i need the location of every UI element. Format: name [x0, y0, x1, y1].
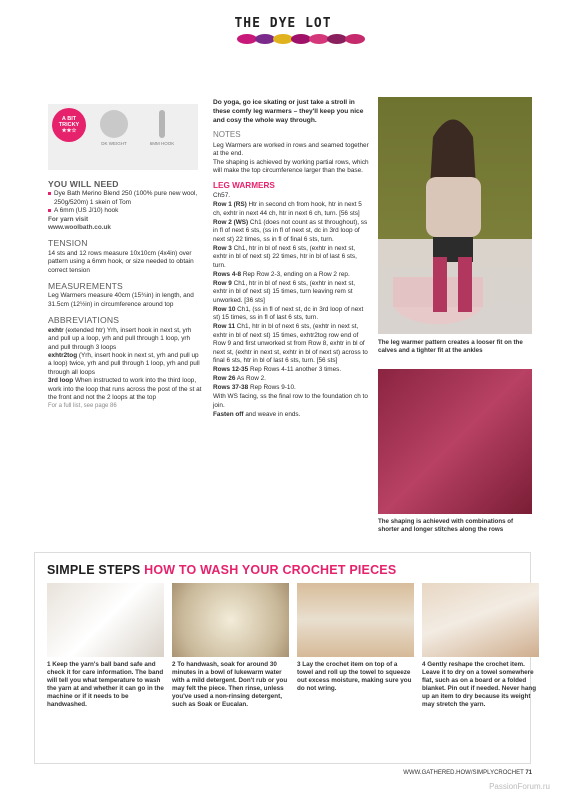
row-instruction: Rep Rows 4-11 another 3 times. — [248, 366, 342, 373]
notes-paragraph: The shaping is achieved by working partial rows, which will make the top circumference larger than the base. — [213, 158, 369, 174]
page-number: 71 — [525, 770, 532, 776]
step-3 — [297, 583, 414, 693]
abbreviation-item — [48, 327, 202, 352]
you-will-need-heading: YOU WILL NEED — [48, 179, 119, 189]
row-label: Row 10 — [213, 305, 236, 313]
pattern-row — [213, 271, 370, 280]
section-title: THE DYE LOT — [234, 16, 332, 31]
drying-flat-photo — [422, 583, 539, 657]
pattern-row — [213, 323, 370, 366]
difficulty-badge — [52, 108, 86, 142]
abbr-def: (extended htr) Yrh, insert hook in next st, yrh and pull up a loop, yrh and pull through 1 loop, yrh and pull through 3 loops — [48, 326, 192, 351]
row-label: Row 26 — [213, 375, 236, 382]
row-instruction: and weave in ends. — [243, 410, 301, 418]
materials-column — [48, 104, 202, 411]
row-label: Row 11 — [213, 323, 236, 330]
measurements-heading: MEASUREMENTS — [48, 281, 123, 292]
row-instruction: Rep Row 2-3, ending on a Row 2 rep. — [241, 270, 350, 278]
watermark: PassionForum.ru — [489, 782, 550, 791]
stitch-detail-photo — [378, 369, 532, 514]
row-instruction: Ch1, htr in bl of next 6 sts, (exhtr in next st, exhtr in bl of next st) 22 times, htr in bl of last 6 sts, turn. — [213, 244, 357, 269]
pattern-row — [213, 411, 370, 420]
pattern-row — [213, 245, 370, 271]
abbr-term: exhtr2tog — [48, 351, 78, 359]
material-item: Dye Bath Merino Blend 250 (100% pure new wool, 250g/520m) 1 skein of Tom — [48, 190, 202, 207]
row-instruction: Htr in second ch from hook, htr in next 5 ch, exhtr in next 44 ch, htr in next 6 ch, turn. [56 sts] — [213, 201, 362, 217]
abbreviation-item — [48, 377, 202, 402]
model-illustration — [378, 97, 532, 334]
step-text: 1 Keep the yarn's ball band safe and check it for care information. The band will tell you what temperature to wash the yarn at and whether it can go in the machine or if it needs to be handwashed. — [47, 661, 164, 708]
abbr-term: 3rd loop — [48, 377, 74, 385]
row-instruction: With WS facing, ss the final row to the foundation ch to join. — [213, 393, 368, 409]
step-4 — [422, 583, 539, 709]
hook-label: 6MM HOOK — [149, 141, 175, 146]
pattern-row — [213, 280, 370, 306]
yarn-visit-label: For yarn visit — [48, 215, 89, 223]
row-instruction: Rep Rows 9-10. — [248, 384, 296, 391]
row-instruction: Ch1, (ss in fl of next st, dc in 3rd loop of next st) 15 times, ss in fl of last 6 sts, turn. — [213, 305, 364, 321]
row-instruction: Ch1, htr in bl of next 6 sts, (exhtr in next st, exhtr in bl of next st) 15 times, exhtr2tog row end of Row 9 and first unworked st from Row 8, exhtr in bl of next st, (exhtr in next st, exhtr in bl of next st) across to final 6 sts, htr in bl of last 6 sts, turn. [56 sts] — [213, 323, 368, 364]
step-text: 4 Gently reshape the crochet item. Leave it to dry on a towel somewhere flat, such as on a board or a folded blanket. Pin out if needed. Never hang up an item to dry because its weight may stretch the yarn. — [422, 661, 537, 708]
step-1 — [47, 583, 164, 709]
page-footer — [403, 770, 532, 776]
step-text: 3 Lay the crochet item on top of a towel and roll up the towel to squeeze out excess moisture, making sure you do not wring. — [297, 661, 412, 692]
towel-roll-photo — [297, 583, 414, 657]
yarn-strip-decoration — [237, 32, 365, 46]
pattern-heading: LEG WARMERS — [213, 180, 275, 190]
handwash-photo — [172, 583, 289, 657]
pattern-row — [213, 375, 370, 384]
row-label: Rows 4-8 — [213, 270, 242, 278]
pattern-column — [213, 98, 370, 420]
pattern-row — [213, 384, 370, 393]
tension-text: 14 sts and 12 rows measure 10x10cm (4x4in) over pattern using a 6mm hook, or size needed to obtain correct tension — [48, 249, 194, 274]
row-label: Row 1 (RS) — [213, 201, 247, 208]
notes-paragraph: Leg Warmers are worked in rows and seamed together at the end. — [213, 141, 369, 157]
abbr-def: (Yrh, insert hook in next st, yrh and pull up a loop) twice, yrh and pull through 1 loop, yrh and pull through all loops — [48, 351, 200, 376]
page-header — [0, 14, 566, 32]
notes-heading: NOTES — [213, 130, 241, 139]
row-label: Fasten off — [213, 410, 244, 418]
pattern-row — [213, 201, 370, 218]
row-instruction: As Row 2. — [235, 375, 266, 382]
photo1-caption: The leg warmer pattern creates a looser fit on the calves and a tighter fit at the ankles — [378, 339, 523, 354]
star-rating: ★★☆ — [61, 128, 77, 134]
hook-size-info — [142, 108, 182, 146]
pattern-row — [213, 366, 370, 375]
pattern-row — [213, 306, 370, 323]
weight-label: DK WEIGHT — [101, 141, 127, 146]
yarn-visit-link[interactable]: www.woolbath.co.uk — [48, 224, 111, 232]
measurements-text: Leg Warmers measure 40cm (15¾in) in length, and 31.5cm (12½in) in circumference around top — [48, 292, 194, 308]
abbreviations-heading: ABBREVIATIONS — [48, 315, 120, 326]
ball-band-photo — [47, 583, 164, 657]
row-label: Row 2 (WS) — [213, 218, 249, 226]
steps-title — [47, 563, 396, 577]
yarn-weight-info — [94, 108, 134, 146]
crochet-hook-icon — [159, 110, 165, 138]
yarn-ball-icon — [100, 110, 128, 138]
simple-steps-panel — [34, 552, 537, 764]
abbreviation-item — [48, 352, 202, 377]
row-label: Rows 37-38 — [213, 384, 249, 391]
material-item: A 6mm (US J/10) hook — [48, 207, 202, 215]
pattern-rows — [213, 192, 370, 419]
model-photo — [378, 97, 532, 334]
abbr-term: exhtr — [48, 326, 64, 334]
badge-line2: TRICKY — [58, 122, 80, 128]
row-instruction: Ch1 (does not count as st throughout), ss in fl of next 6 sts, (ss in fl of next st, dc in 3rd loop of next st) 22 times, ss in fl of final 6 sts, turn. — [213, 218, 368, 243]
badge-line1: A BIT — [61, 116, 77, 122]
pattern-row — [213, 219, 370, 245]
pattern-row — [213, 192, 370, 201]
row-label: Rows 12-35 — [213, 366, 249, 373]
photo2-caption: The shaping is achieved with combinations of shorter and longer stitches along the rows — [378, 518, 514, 533]
tension-heading: TENSION — [48, 238, 88, 249]
row-instruction: Ch1, htr in bl of next 6 sts, (exhtr in next st, exhtr in bl of next st) 15 times, turn leaving rem st unworked. [36 sts] — [213, 279, 356, 304]
step-2 — [172, 583, 289, 709]
steps-title-pink: HOW TO WASH YOUR CROCHET PIECES — [144, 563, 397, 577]
row-label: Row 9 — [213, 279, 232, 287]
row-label: Row 3 — [213, 244, 232, 252]
steps-title-black: SIMPLE STEPS — [47, 563, 141, 577]
step-text: 2 To handwash, soak for around 30 minutes in a bowl of lukewarm water with a mild detergent. Don't rub or you may felt the piece. Then rinse, unless you've used a non-rinsing detergent, such as Soak or Eucalan. — [172, 661, 288, 708]
skill-info-panel — [48, 104, 198, 170]
abbreviations-note: For a full list, see page 86 — [48, 403, 117, 410]
row-instruction: Ch57. — [213, 192, 231, 199]
intro-text: Do yoga, go ice skating or just take a stroll in these comfy leg warmers – they'll keep you nice and cosy the whole way through. — [213, 99, 364, 124]
pattern-row — [213, 393, 370, 410]
footer-url[interactable]: WWW.GATHERED.HOW/SIMPLYCROCHET — [403, 770, 524, 776]
yarn-skeins — [237, 34, 365, 44]
abbr-def: When instructed to work into the third loop, work into the loop that runs across the post of the st at the front and not the 2 loops at the top — [48, 377, 202, 401]
